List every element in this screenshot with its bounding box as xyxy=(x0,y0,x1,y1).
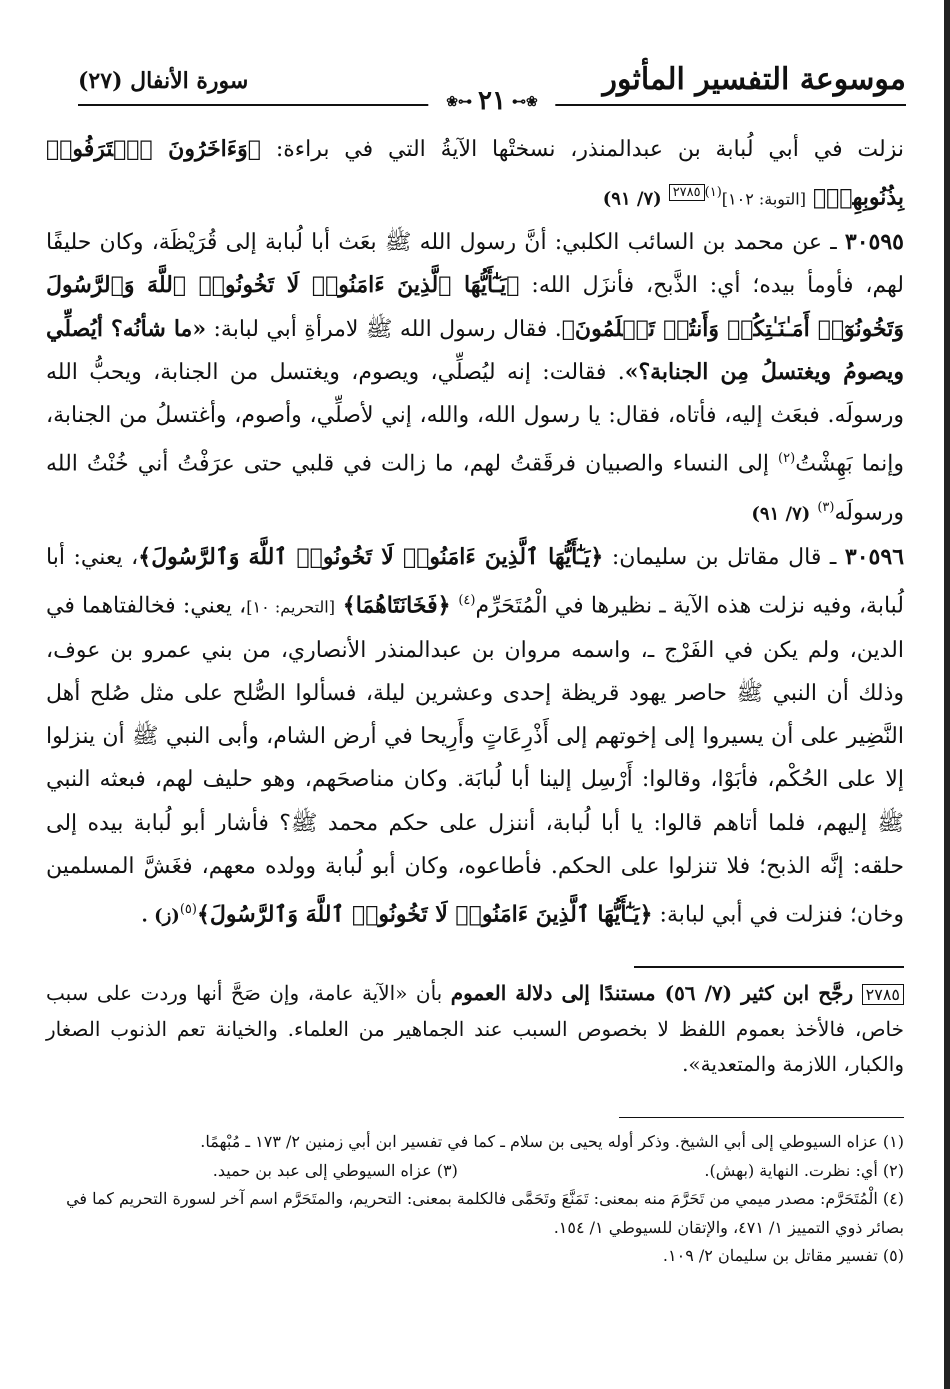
footnote-marker: (٢) xyxy=(778,451,796,467)
footnote-4: (٤) الْمُتَحَرَّم: مصدر ميمي من تَحَرَّمَ منه بمعنى: تَمَنَّعَ وتَحَمَّى فالكلمة بمعنى: التحريم، والمتَحَرَّم اسم آخر لسورة التحريم كما في بصائر ذوي التمييز ١/ ٤٧١، والإتقان للسيوطي ١/ ١٥٤. xyxy=(66,1189,904,1237)
footnotes xyxy=(46,1128,904,1271)
source-tag: (٧/ ٩١) xyxy=(751,503,811,525)
note-text: بأن «الآية عامة، وإن صَحَّ أنها وردت على سبب خاص، فالأخذ بعموم اللفظ لا بخصوص السبب عند الجماهير من العلماء. والخيانة تعم الذنوب الصغار والكبار، اللازمة والمتعدية». xyxy=(46,981,904,1076)
note-heading: رجَّح ابن كثير (٧/ ٥٦) مستندًا إلى دلالة العموم xyxy=(450,981,854,1005)
paragraph-1 xyxy=(46,128,904,221)
paragraph-3 xyxy=(46,536,904,938)
footnote-row xyxy=(46,1157,904,1186)
book-title: موسوعة التفسير المأثور xyxy=(602,62,906,97)
footnote-1: (١) عزاه السيوطي إلى أبي الشيخ. وذكر أوله يحيى بن سلام ـ كما في تفسير ابن أبي زمنين ٢/ ١٧٣ ـ مُبْهمًا. xyxy=(200,1132,904,1151)
surah-title: سورة الأنفال (٢٧) xyxy=(78,68,249,94)
paragraph-text: إلى النساء والصبيان فرقَقتُ لهم، ما زالت في قلبي حتى عرَفْتُ أني خُنْتُ الله ورسولَه xyxy=(46,451,904,526)
prophet-quote: «ما شأنُه؟ أيُصلِّي ويصومُ ويغتسلُ مِن الجنابة؟» xyxy=(46,315,904,385)
footnote-marker: (١) xyxy=(704,185,722,201)
source-tag: (٧/ ٩١) xyxy=(602,188,662,210)
page-edge xyxy=(944,0,950,1389)
ornament-icon: ❀⊶ xyxy=(511,94,538,110)
editor-note xyxy=(46,976,904,1082)
verse-reference: [التوبة: ١٠٢] xyxy=(721,189,806,209)
paragraph-text: نزلت في أبي لُبابة بن عبدالمنذر، نسختْها الآيةُ التي في براءة: xyxy=(275,137,904,162)
quran-verse: ﴿وَءَاخَرُونَ ٱعۡتَرَفُوا۟ بِذُنُوبِهِمۡ﴾ xyxy=(46,136,904,211)
footnote-5: (٥) تفسير مقاتل بن سليمان ٢/ ١٠٩. xyxy=(662,1246,904,1265)
footnote-marker: (٤) xyxy=(458,592,476,608)
narration-number: ٣٠٥٩٥ xyxy=(844,228,904,255)
footnote-2: (٢) أي: نظرت. النهاية (بهش). xyxy=(704,1160,904,1180)
page-number: ٢١ xyxy=(478,86,506,116)
quran-verse: ﴿يَـٰٓأَيُّهَا ٱلَّذِينَ ءَامَنُوا۟ لَا تَخُونُوا۟ ٱللَّهَ وَٱلرَّسُولَ﴾ xyxy=(196,901,653,928)
ornament-icon: ⊷❀ xyxy=(446,94,473,110)
quran-verse: ﴿فَخَانَتَاهُمَا﴾ xyxy=(334,592,459,619)
paragraph-text: ، يعني: أبا لُبابة، وفيه نزلت هذه الآية ـ نظيرها في الْمُتَحَرِّم xyxy=(46,544,905,619)
source-tag: . (ز) xyxy=(141,905,180,927)
narration-number: ٣٠٥٩٦ xyxy=(844,543,905,570)
footnote-marker: (٥) xyxy=(179,902,197,918)
paragraph-text: ـ عن محمد بن السائب الكلبي: أنَّ رسول الله ﷺ بعَث أبا لُبابة إلى قُرَيْظَة، وكان حليفًا لهم، فأومأ بيده؛ أي: الذَّبح، فأنزَل الله: xyxy=(46,229,904,299)
editor-note-paragraph xyxy=(46,976,904,1082)
footnote-3: (٣) عزاه السيوطي إلى عبد بن حميد. xyxy=(212,1160,458,1180)
paragraph-text: . فقال رسول الله ﷺ لامرأةِ أبي لبابة: xyxy=(206,316,562,342)
verse-reference: [التحريم: ١٠] xyxy=(246,597,335,617)
page-header xyxy=(78,58,906,114)
quran-verse: ﴿يَـٰٓأَيُّهَا ٱلَّذِينَ ءَامَنُوا۟ لَا تَخُونُوا۟ ٱللَّهَ وَٱلرَّسُولَ﴾ xyxy=(138,543,604,570)
paragraph-2 xyxy=(46,221,904,536)
page-number-wrap xyxy=(428,86,555,116)
paragraph-text: ـ قال مقاتل بن سليمان: xyxy=(603,544,845,570)
quran-verse: ﴿يَـٰٓأَيُّهَا ٱلَّذِينَ ءَامَنُوا۟ لَا تَخُونُوا۟ ٱللَّهَ وَٱلرَّسُولَ وَتَخُونُوٓا۟ أَمَـٰنَـٰتِكُمۡ وَأَنتُمۡ تَعۡلَمُونَ﴾ xyxy=(46,272,904,342)
footnote-marker: (٣) xyxy=(817,500,835,516)
note-separator xyxy=(634,966,904,968)
note-number-box: ٢٧٨٥ xyxy=(862,984,904,1005)
note-reference-box: ٢٧٨٥ xyxy=(669,184,705,201)
paragraph-text: ، يعني: فخالفتاهما في الدين، ولم يكن في الفَرْج ـ، واسمه مروان بن عبدالمنذر الأنصاري، من بني عمرو بن عوف، وذلك أن النبي ﷺ حاصر يهود قريظة إحدى وعشرين ليلة، فسألوا الصُّلح على مثل صُلح أهل النَّضِير على أن يسيروا إلى إخوتهم إلى أَذْرِعَاتٍ وأَرِيحا في أرض الشام، وأبى النبي ﷺ أن ينزلوا إلا على الحُكْم، فأبَوْا، وقالوا: أَرْسِل إلينا أبا لُبابَة. وكان مناصحَهم، وهو حليف لهم، فبعثه النبي ﷺ إليهم، فلما أتاهم قالوا: يا أبا لُبابة، أننزل على حكم محمد ﷺ؟ فأشار أبو لُبابة بيده إلى حلقه: إنَّه الذبح؛ فلا تنزلوا على الحكم. فأطاعوه، وكان أبو لُبابة وولده معهم، فغَشَّ المسلمين وخان؛ فنزلت في أبي لبابة: xyxy=(46,593,904,928)
main-text xyxy=(46,128,904,938)
paragraph-text: . فقالت: إنه ليُصلِّي، ويصوم، ويغتسل من الجنابة، ويحبُّ الله ورسولَه. فبعَث إليه، فأتاه، فقال: يا رسول الله، والله، إني لأصلِّي، وأصوم، وأغتسلُ من الجنابة، وإنما بَهِشْتُ xyxy=(46,359,904,477)
footnote-separator xyxy=(619,1117,904,1118)
